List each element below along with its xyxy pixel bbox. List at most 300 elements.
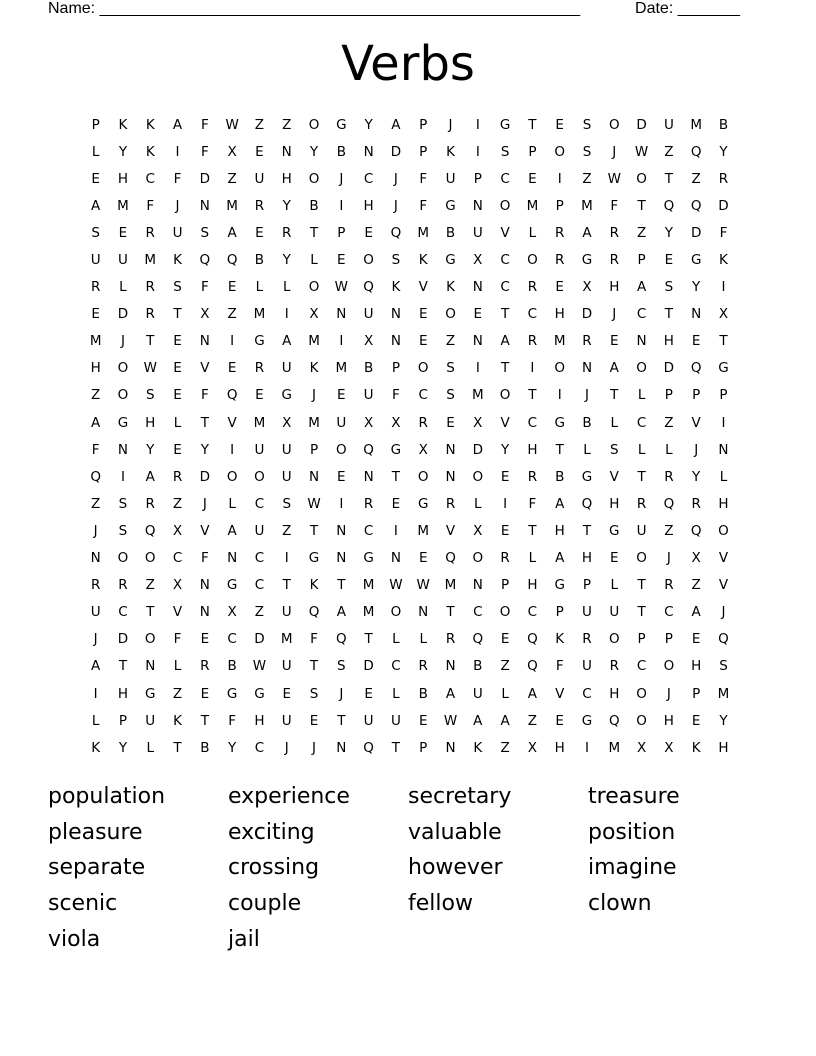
grid-letter[interactable]: N — [363, 143, 374, 160]
grid-letter[interactable]: Z — [500, 658, 510, 675]
grid-letter[interactable]: L — [528, 224, 537, 241]
grid-letter[interactable]: S — [582, 143, 592, 160]
grid-letter[interactable]: Z — [664, 522, 674, 539]
grid-letter[interactable]: L — [310, 252, 318, 269]
grid-letter[interactable]: G — [499, 116, 511, 133]
grid-letter[interactable]: E — [446, 414, 455, 431]
grid-letter[interactable]: O — [472, 468, 484, 485]
grid-letter[interactable]: O — [608, 116, 620, 133]
grid-letter[interactable]: M — [526, 197, 539, 214]
grid-letter[interactable]: G — [609, 522, 620, 539]
grid-letter[interactable]: I — [721, 414, 726, 431]
grid-letter[interactable]: I — [120, 468, 125, 485]
grid-letter[interactable]: E — [227, 279, 237, 296]
grid-letter[interactable]: L — [392, 631, 400, 648]
grid-letter[interactable]: E — [610, 550, 619, 567]
grid-letter[interactable]: D — [472, 441, 483, 458]
grid-letter[interactable]: F — [419, 170, 428, 187]
grid-letter[interactable]: J — [612, 143, 617, 160]
grid-letter[interactable]: R — [118, 577, 128, 594]
grid-letter[interactable]: T — [391, 739, 401, 756]
grid-letter[interactable]: O — [417, 468, 429, 485]
grid-letter[interactable]: P — [637, 631, 646, 648]
grid-letter[interactable]: O — [226, 468, 238, 485]
grid-letter[interactable]: Z — [691, 577, 701, 594]
grid-letter[interactable]: H — [554, 306, 565, 323]
grid-letter[interactable]: N — [445, 658, 456, 675]
grid-letter[interactable]: P — [419, 116, 428, 133]
grid-letter[interactable]: E — [173, 441, 182, 458]
grid-letter[interactable]: R — [145, 279, 155, 296]
grid-letter[interactable]: H — [718, 495, 729, 512]
grid-letter[interactable]: T — [528, 116, 537, 133]
grid-letter[interactable]: R — [609, 658, 619, 675]
grid-letter[interactable]: E — [691, 631, 701, 648]
grid-letter[interactable]: Q — [144, 522, 156, 539]
grid-letter[interactable]: P — [582, 577, 592, 594]
grid-letter[interactable]: E — [610, 333, 619, 350]
grid-letter[interactable]: P — [91, 116, 100, 133]
grid-letter[interactable]: G — [254, 333, 265, 350]
grid-letter[interactable]: U — [254, 522, 265, 539]
grid-letter[interactable]: N — [581, 360, 593, 377]
grid-letter[interactable]: N — [472, 279, 483, 296]
grid-letter[interactable]: L — [119, 279, 127, 296]
grid-letter[interactable]: O — [144, 550, 156, 567]
grid-letter[interactable]: D — [718, 197, 729, 214]
grid-letter[interactable]: G — [417, 495, 429, 512]
grid-letter[interactable]: R — [90, 279, 101, 296]
grid-letter[interactable]: M — [308, 333, 320, 350]
grid-letter[interactable]: X — [172, 577, 183, 594]
grid-letter[interactable]: D — [254, 631, 265, 648]
grid-letter[interactable]: Z — [282, 522, 292, 539]
grid-letter[interactable]: B — [582, 414, 592, 431]
grid-letter[interactable]: Q — [581, 495, 593, 512]
grid-letter[interactable]: N — [390, 333, 401, 350]
grid-letter[interactable]: Q — [527, 658, 538, 675]
grid-letter[interactable]: R — [254, 197, 265, 214]
grid-letter[interactable]: Z — [172, 495, 183, 512]
grid-letter[interactable]: V — [172, 604, 183, 621]
grid-letter[interactable]: F — [200, 116, 209, 133]
grid-letter[interactable]: G — [554, 414, 565, 431]
grid-letter[interactable]: B — [418, 685, 428, 702]
grid-letter[interactable]: Z — [636, 224, 647, 241]
grid-letter[interactable]: O — [445, 306, 456, 323]
grid-letter[interactable]: T — [446, 604, 455, 621]
grid-letter[interactable]: H — [117, 685, 129, 702]
grid-letter[interactable]: H — [90, 360, 101, 377]
grid-letter[interactable]: A — [391, 116, 401, 133]
grid-letter[interactable]: S — [391, 252, 401, 269]
grid-letter[interactable]: J — [202, 495, 207, 512]
grid-letter[interactable]: U — [281, 658, 292, 675]
grid-letter[interactable]: T — [337, 577, 346, 594]
grid-letter[interactable]: L — [719, 468, 728, 485]
grid-letter[interactable]: J — [393, 197, 398, 214]
grid-letter[interactable]: D — [636, 116, 647, 133]
grid-letter[interactable]: E — [500, 468, 510, 485]
grid-letter[interactable]: P — [637, 252, 646, 269]
grid-letter[interactable]: T — [637, 577, 646, 594]
grid-letter[interactable]: J — [339, 685, 344, 702]
grid-letter[interactable]: R — [418, 658, 428, 675]
grid-letter[interactable]: O — [117, 387, 129, 404]
grid-letter[interactable]: Q — [472, 631, 484, 648]
grid-letter[interactable]: P — [719, 387, 728, 404]
grid-letter[interactable]: T — [528, 387, 537, 404]
grid-letter[interactable]: K — [418, 252, 428, 269]
grid-letter[interactable]: Q — [718, 631, 729, 648]
grid-letter[interactable]: V — [445, 522, 456, 539]
grid-letter[interactable]: N — [390, 550, 401, 567]
grid-letter[interactable]: M — [308, 414, 320, 431]
grid-letter[interactable]: T — [146, 604, 155, 621]
grid-letter[interactable]: W — [389, 577, 403, 594]
grid-letter[interactable]: O — [499, 387, 511, 404]
grid-letter[interactable]: O — [308, 170, 320, 187]
grid-letter[interactable]: K — [691, 739, 701, 756]
grid-letter[interactable]: L — [528, 550, 537, 567]
grid-letter[interactable]: E — [227, 360, 237, 377]
grid-letter[interactable]: Y — [500, 441, 510, 458]
grid-letter[interactable]: H — [281, 170, 292, 187]
grid-letter[interactable]: C — [527, 306, 538, 323]
grid-letter[interactable]: V — [718, 577, 729, 594]
grid-letter[interactable]: G — [390, 441, 402, 458]
grid-letter[interactable]: D — [363, 658, 374, 675]
grid-letter[interactable]: D — [117, 631, 129, 648]
grid-letter[interactable]: R — [664, 577, 674, 594]
grid-letter[interactable]: I — [585, 739, 589, 756]
grid-letter[interactable]: K — [446, 143, 455, 160]
grid-letter[interactable]: C — [254, 550, 265, 567]
grid-letter[interactable]: R — [282, 224, 292, 241]
grid-letter[interactable]: P — [664, 631, 673, 648]
grid-letter[interactable]: C — [391, 658, 401, 675]
grid-letter[interactable]: W — [607, 170, 621, 187]
grid-letter[interactable]: A — [500, 333, 510, 350]
grid-letter[interactable]: S — [500, 143, 510, 160]
grid-letter[interactable]: K — [719, 252, 728, 269]
grid-letter[interactable]: X — [718, 306, 729, 323]
grid-letter[interactable]: R — [445, 495, 456, 512]
grid-letter[interactable]: C — [473, 604, 483, 621]
grid-letter[interactable]: P — [664, 387, 673, 404]
grid-letter[interactable]: N — [472, 577, 483, 594]
grid-letter[interactable]: D — [199, 468, 211, 485]
grid-letter[interactable]: S — [173, 279, 182, 296]
grid-letter[interactable]: J — [448, 116, 453, 133]
grid-letter[interactable]: E — [337, 252, 346, 269]
grid-letter[interactable]: N — [117, 441, 128, 458]
grid-letter[interactable]: R — [445, 631, 456, 648]
grid-letter[interactable]: Z — [691, 170, 701, 187]
grid-letter[interactable]: T — [610, 387, 619, 404]
grid-letter[interactable]: R — [254, 360, 265, 377]
grid-letter[interactable]: P — [528, 143, 537, 160]
grid-letter[interactable]: U — [472, 224, 483, 241]
grid-letter[interactable]: Q — [663, 197, 675, 214]
grid-letter[interactable]: Y — [719, 712, 728, 729]
grid-letter[interactable]: C — [527, 414, 538, 431]
grid-letter[interactable]: N — [336, 306, 347, 323]
grid-letter[interactable]: U — [281, 604, 292, 621]
grid-letter[interactable]: Y — [664, 224, 673, 241]
grid-letter[interactable]: N — [227, 550, 238, 567]
grid-letter[interactable]: X — [691, 550, 701, 567]
grid-letter[interactable]: R — [90, 577, 101, 594]
grid-letter[interactable]: W — [416, 577, 430, 594]
grid-letter[interactable]: B — [309, 197, 319, 214]
grid-letter[interactable]: P — [391, 360, 400, 377]
grid-letter[interactable]: I — [230, 441, 235, 458]
grid-letter[interactable]: G — [363, 550, 374, 567]
grid-letter[interactable]: N — [472, 197, 483, 214]
grid-letter[interactable]: E — [173, 360, 182, 377]
grid-letter[interactable]: H — [117, 170, 129, 187]
grid-letter[interactable]: S — [309, 685, 319, 702]
grid-letter[interactable]: T — [309, 658, 319, 675]
grid-letter[interactable]: R — [609, 252, 619, 269]
grid-letter[interactable]: O — [117, 360, 129, 377]
grid-letter[interactable]: C — [227, 631, 237, 648]
grid-letter[interactable]: Q — [663, 495, 675, 512]
grid-letter[interactable]: U — [254, 170, 265, 187]
grid-letter[interactable]: Q — [690, 197, 702, 214]
grid-letter[interactable]: Z — [172, 685, 183, 702]
grid-letter[interactable]: Z — [582, 170, 592, 187]
grid-letter[interactable]: C — [582, 685, 592, 702]
grid-letter[interactable]: C — [172, 550, 183, 567]
grid-letter[interactable]: Q — [90, 468, 101, 485]
grid-letter[interactable]: B — [336, 143, 346, 160]
grid-letter[interactable]: L — [146, 739, 154, 756]
grid-letter[interactable]: T — [500, 360, 510, 377]
grid-letter[interactable]: F — [419, 197, 428, 214]
grid-letter[interactable]: F — [146, 197, 155, 214]
grid-letter[interactable]: G — [581, 712, 593, 729]
grid-letter[interactable]: N — [199, 604, 210, 621]
grid-letter[interactable]: O — [636, 712, 647, 729]
grid-letter[interactable]: T — [173, 739, 182, 756]
grid-letter[interactable]: G — [117, 414, 129, 431]
grid-letter[interactable]: T — [582, 522, 592, 539]
grid-letter[interactable]: X — [527, 739, 538, 756]
grid-letter[interactable]: E — [528, 170, 537, 187]
grid-letter[interactable]: R — [200, 658, 210, 675]
grid-letter[interactable]: D — [199, 170, 211, 187]
grid-letter[interactable]: L — [474, 495, 482, 512]
grid-letter[interactable]: S — [664, 279, 674, 296]
grid-letter[interactable]: Q — [363, 739, 374, 756]
grid-letter[interactable]: H — [145, 414, 156, 431]
grid-letter[interactable]: F — [200, 279, 209, 296]
grid-letter[interactable]: C — [500, 279, 510, 296]
grid-letter[interactable]: G — [554, 577, 565, 594]
grid-letter[interactable]: E — [364, 685, 373, 702]
grid-letter[interactable]: U — [90, 604, 101, 621]
grid-letter[interactable]: T — [337, 712, 346, 729]
grid-letter[interactable]: Y — [364, 116, 373, 133]
grid-letter[interactable]: U — [609, 604, 620, 621]
grid-letter[interactable]: L — [501, 685, 509, 702]
grid-letter[interactable]: W — [634, 143, 649, 160]
grid-letter[interactable]: T — [555, 441, 564, 458]
grid-letter[interactable]: L — [637, 387, 646, 404]
grid-letter[interactable]: J — [93, 631, 98, 648]
grid-letter[interactable]: F — [173, 631, 182, 648]
grid-letter[interactable]: Z — [445, 333, 456, 350]
grid-letter[interactable]: E — [691, 712, 701, 729]
grid-letter[interactable]: I — [284, 550, 289, 567]
grid-letter[interactable]: K — [91, 739, 101, 756]
grid-letter[interactable]: U — [336, 414, 347, 431]
grid-letter[interactable]: I — [475, 116, 480, 133]
grid-letter[interactable]: R — [691, 495, 701, 512]
grid-letter[interactable]: Y — [118, 143, 128, 160]
grid-letter[interactable]: K — [118, 116, 128, 133]
grid-letter[interactable]: Z — [527, 712, 538, 729]
grid-letter[interactable]: O — [663, 658, 675, 675]
grid-letter[interactable]: V — [200, 360, 210, 377]
grid-letter[interactable]: A — [282, 333, 292, 350]
grid-letter[interactable]: A — [500, 712, 510, 729]
grid-letter[interactable]: Z — [91, 387, 101, 404]
grid-letter[interactable]: T — [637, 197, 646, 214]
grid-letter[interactable]: L — [91, 712, 100, 729]
grid-letter[interactable]: R — [555, 252, 565, 269]
grid-letter[interactable]: I — [93, 685, 98, 702]
grid-letter[interactable]: M — [581, 197, 593, 214]
grid-letter[interactable]: F — [392, 387, 400, 404]
grid-letter[interactable]: R — [145, 224, 155, 241]
grid-letter[interactable]: R — [609, 224, 619, 241]
grid-letter[interactable]: N — [418, 604, 429, 621]
grid-letter[interactable]: T — [118, 658, 128, 675]
grid-letter[interactable]: M — [253, 306, 266, 323]
grid-letter[interactable]: M — [280, 631, 293, 648]
grid-letter[interactable]: U — [90, 252, 101, 269]
grid-letter[interactable]: H — [554, 522, 565, 539]
grid-letter[interactable]: Z — [282, 116, 292, 133]
grid-letter[interactable]: C — [254, 577, 265, 594]
grid-letter[interactable]: I — [230, 333, 235, 350]
grid-letter[interactable]: Z — [227, 170, 237, 187]
grid-letter[interactable]: U — [254, 441, 265, 458]
grid-letter[interactable]: Z — [91, 495, 101, 512]
grid-letter[interactable]: N — [199, 197, 210, 214]
grid-letter[interactable]: H — [527, 577, 538, 594]
grid-letter[interactable]: X — [363, 333, 374, 350]
grid-letter[interactable]: D — [690, 224, 702, 241]
grid-letter[interactable]: L — [173, 414, 182, 431]
grid-letter[interactable]: G — [226, 577, 238, 594]
grid-letter[interactable]: N — [363, 468, 374, 485]
grid-letter[interactable]: R — [500, 550, 510, 567]
grid-letter[interactable]: L — [665, 441, 673, 458]
grid-letter[interactable]: P — [337, 224, 346, 241]
grid-letter[interactable]: E — [173, 387, 182, 404]
grid-letter[interactable]: T — [500, 306, 510, 323]
grid-letter[interactable]: N — [90, 550, 101, 567]
grid-letter[interactable]: R — [418, 414, 428, 431]
grid-letter[interactable]: O — [554, 143, 566, 160]
grid-letter[interactable]: G — [581, 252, 593, 269]
grid-letter[interactable]: M — [335, 360, 348, 377]
grid-letter[interactable]: A — [555, 550, 565, 567]
grid-letter[interactable]: Q — [527, 631, 538, 648]
grid-letter[interactable]: L — [637, 441, 646, 458]
grid-letter[interactable]: P — [473, 170, 482, 187]
grid-letter[interactable]: E — [118, 224, 128, 241]
grid-letter[interactable]: Q — [226, 252, 238, 269]
grid-letter[interactable]: U — [390, 712, 401, 729]
grid-letter[interactable]: F — [555, 658, 564, 675]
grid-letter[interactable]: O — [390, 604, 402, 621]
grid-letter[interactable]: T — [637, 604, 646, 621]
grid-letter[interactable]: Y — [719, 143, 728, 160]
grid-letter[interactable]: F — [200, 143, 209, 160]
grid-letter[interactable]: K — [391, 279, 401, 296]
grid-letter[interactable]: V — [691, 414, 701, 431]
grid-letter[interactable]: U — [363, 306, 374, 323]
grid-letter[interactable]: I — [284, 306, 289, 323]
grid-letter[interactable]: L — [282, 279, 291, 296]
grid-letter[interactable]: Q — [445, 550, 456, 567]
grid-letter[interactable]: A — [445, 685, 456, 702]
grid-letter[interactable]: D — [581, 306, 593, 323]
grid-letter[interactable]: Z — [254, 116, 265, 133]
grid-letter[interactable]: R — [172, 468, 183, 485]
grid-letter[interactable]: G — [145, 685, 156, 702]
grid-letter[interactable]: I — [530, 360, 535, 377]
grid-letter[interactable]: J — [666, 685, 671, 702]
grid-letter[interactable]: N — [472, 333, 483, 350]
grid-letter[interactable]: E — [418, 550, 428, 567]
grid-letter[interactable]: L — [583, 441, 591, 458]
grid-letter[interactable]: C — [664, 604, 674, 621]
grid-letter[interactable]: V — [718, 550, 729, 567]
grid-letter[interactable]: Y — [282, 197, 291, 214]
grid-letter[interactable]: K — [173, 712, 182, 729]
grid-letter[interactable]: L — [610, 414, 619, 431]
grid-letter[interactable]: C — [418, 387, 428, 404]
grid-letter[interactable]: C — [636, 658, 647, 675]
grid-letter[interactable]: U — [582, 604, 592, 621]
grid-letter[interactable]: P — [309, 441, 319, 458]
grid-letter[interactable]: E — [555, 712, 564, 729]
grid-letter[interactable]: P — [555, 604, 564, 621]
grid-letter[interactable]: N — [445, 441, 456, 458]
grid-letter[interactable]: O — [527, 252, 538, 269]
grid-letter[interactable]: O — [636, 550, 647, 567]
grid-letter[interactable]: E — [664, 252, 674, 269]
grid-letter[interactable]: T — [528, 522, 537, 539]
grid-letter[interactable]: J — [93, 522, 98, 539]
grid-letter[interactable]: I — [339, 333, 344, 350]
grid-letter[interactable]: F — [228, 712, 237, 729]
grid-letter[interactable]: M — [417, 224, 430, 241]
grid-letter[interactable]: X — [200, 306, 210, 323]
grid-letter[interactable]: E — [691, 333, 701, 350]
grid-letter[interactable]: J — [312, 387, 317, 404]
grid-letter[interactable]: E — [555, 116, 564, 133]
grid-letter[interactable]: B — [445, 224, 456, 241]
grid-letter[interactable]: O — [636, 170, 647, 187]
grid-letter[interactable]: N — [145, 658, 156, 675]
